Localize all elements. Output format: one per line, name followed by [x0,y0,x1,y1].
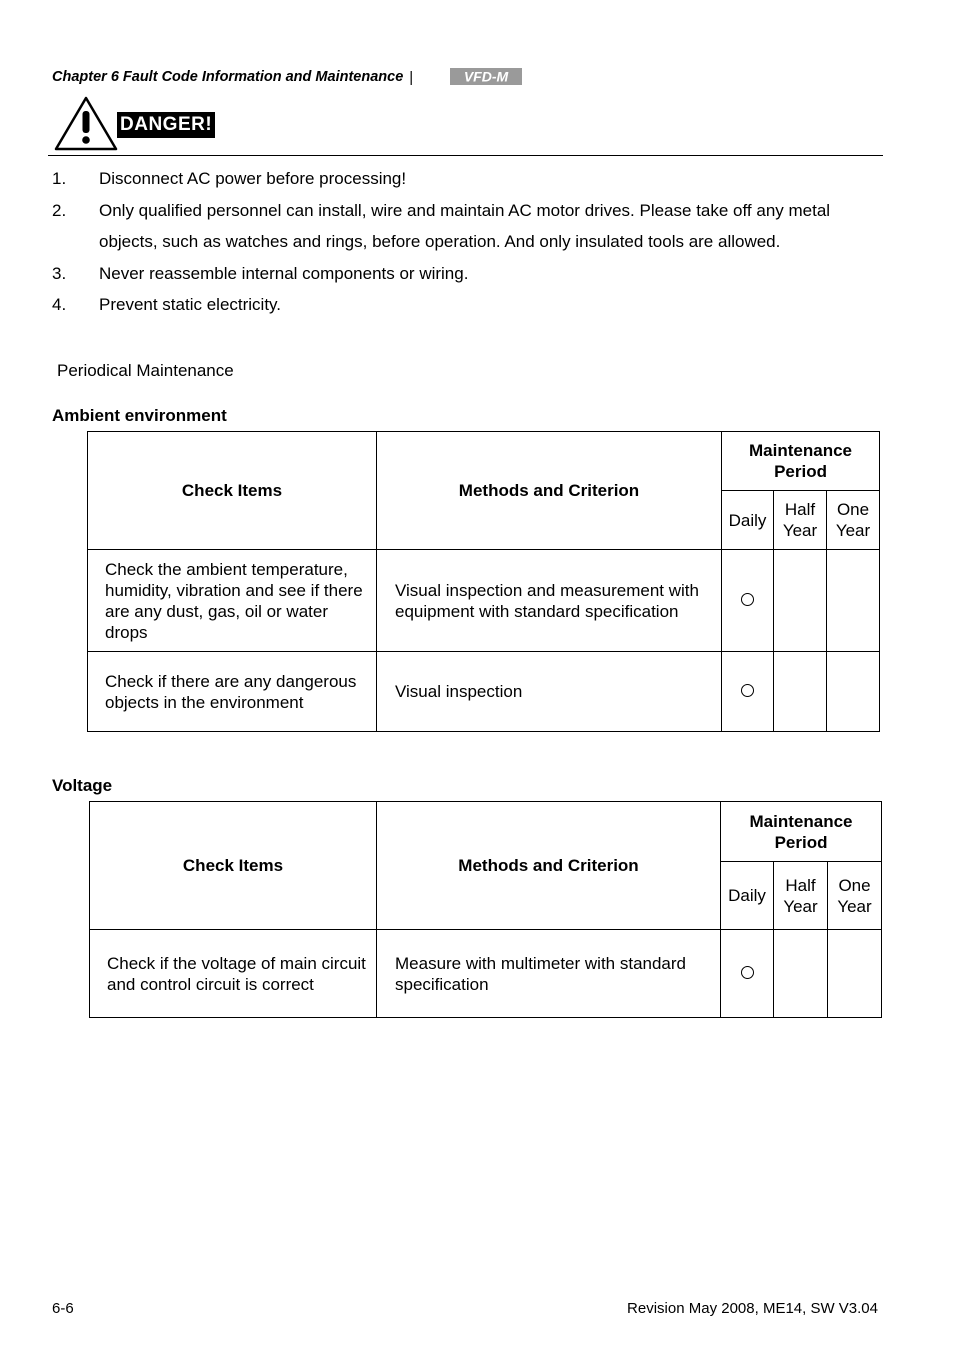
header-one-year: One Year [828,862,882,930]
ambient-table [87,431,880,732]
list-number: 2. [52,200,67,220]
list-item [52,258,852,290]
list-text: Prevent static electricity. [99,295,282,314]
list-text: Disconnect AC power before processing! [99,169,407,188]
list-text: Never reassemble internal components or wiring. [99,263,469,283]
vfd-m-logo [450,68,522,85]
method-cell: Measure with multimeter with standard specification [377,930,721,1018]
circle-mark-icon [741,966,754,979]
periodic-maintenance-title: Periodical Maintenance [57,361,234,380]
table-row [90,930,882,1018]
header-period: Maintenance Period [721,802,882,862]
warning-triangle-icon [54,96,118,151]
daily-cell [722,652,774,732]
daily-cell [721,930,774,1018]
header-period: Maintenance Period [722,432,880,491]
header-one-year: One Year [827,491,880,550]
method-cell: Visual inspection and measurement with equipment with standard specification [377,550,722,652]
header-separator: | [409,68,414,86]
chapter-header [52,66,419,88]
header-check-items: Check Items [90,802,377,930]
check-item-cell: Check if the voltage of main circuit and control circuit is correct [90,930,377,1018]
table-row [88,550,880,652]
revision-info: Revision May 2008, ME14, SW V3.04 [627,1300,878,1317]
list-item [52,289,852,321]
header-methods: Methods and Criterion [377,432,722,550]
voltage-table [89,801,882,1018]
ambient-section-title: Ambient environment [52,406,227,425]
list-number: 4. [52,295,67,314]
header-divider [48,155,883,156]
circle-mark-icon [741,593,754,606]
half-year-cell [774,930,828,1018]
method-cell: Visual inspection [377,652,722,732]
one-year-cell [827,550,880,652]
svg-text:VFD-M: VFD-M [463,68,509,85]
list-text: Only qualified personnel can install, wire and maintain AC motor drives. Please take off any metal objects, such as watches and rings, before operation. And only insulated tools are allowed. [99,200,831,251]
table-row [88,652,880,732]
daily-cell [722,550,774,652]
half-year-cell [774,652,827,732]
one-year-cell [828,930,882,1018]
half-year-cell [774,550,827,652]
circle-mark-icon [741,684,754,697]
check-item-cell: Check the ambient temperature, humidity, vibration and see if there are any dust, gas, oil or water drops [88,550,377,652]
danger-label: DANGER! [117,112,215,138]
check-item-cell: Check if there are any dangerous objects in the environment [88,652,377,732]
one-year-cell [827,652,880,732]
header-half-year: Half Year [774,491,827,550]
page-number: 6-6 [52,1300,74,1317]
list-item [52,163,852,195]
header-methods: Methods and Criterion [377,802,721,930]
header-daily: Daily [722,491,774,550]
precaution-list [52,163,852,321]
header-half-year: Half Year [774,862,828,930]
header-check-items: Check Items [88,432,377,550]
chapter-title: Chapter 6 Fault Code Information and Maintenance [52,69,404,85]
list-number: 1. [52,169,67,188]
list-number: 3. [52,263,67,283]
header-daily: Daily [721,862,774,930]
list-item [52,195,852,258]
voltage-section-title: Voltage [52,776,113,795]
